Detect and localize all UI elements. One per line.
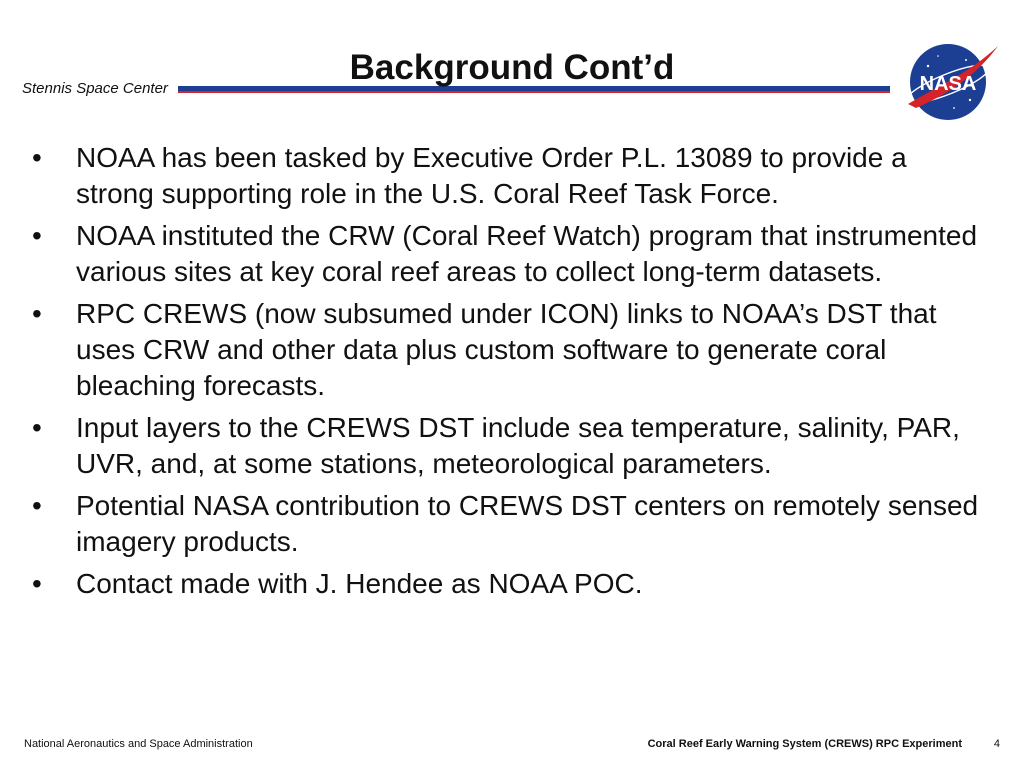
bullet-item: • Potential NASA contribution to CREWS DST centers on remotely sensed imagery products.	[30, 488, 990, 560]
bullet-list	[30, 140, 990, 608]
footer-project-title: Coral Reef Early Warning System (CREWS) RPC Experiment	[647, 738, 962, 750]
bullet-item: • NOAA instituted the CRW (Coral Reef Watch) program that instrumented various sites at key coral reef areas to collect long-term datasets.	[30, 218, 990, 290]
header-rule-red	[178, 91, 890, 93]
bullet-item: • NOAA has been tasked by Executive Order P.L. 13089 to provide a strong supporting role in the U.S. Coral Reef Task Force.	[30, 140, 990, 212]
slide-title: Background Cont’d	[349, 48, 675, 87]
page-number: 4	[993, 738, 1000, 750]
nasa-logo-icon	[898, 36, 1002, 124]
nasa-logo-text: NASA	[919, 73, 977, 95]
footer-agency: National Aeronautics and Space Administration	[24, 738, 253, 750]
bullet-item: • RPC CREWS (now subsumed under ICON) links to NOAA’s DST that uses CRW and other data plus custom software to generate coral bleaching forecasts.	[30, 296, 990, 404]
center-label: Stennis Space Center	[22, 80, 168, 97]
bullet-item: • Input layers to the CREWS DST include sea temperature, salinity, PAR, UVR, and, at some stations, meteorological parameters.	[30, 410, 990, 482]
bullet-item: • Contact made with J. Hendee as NOAA POC.	[30, 566, 990, 602]
